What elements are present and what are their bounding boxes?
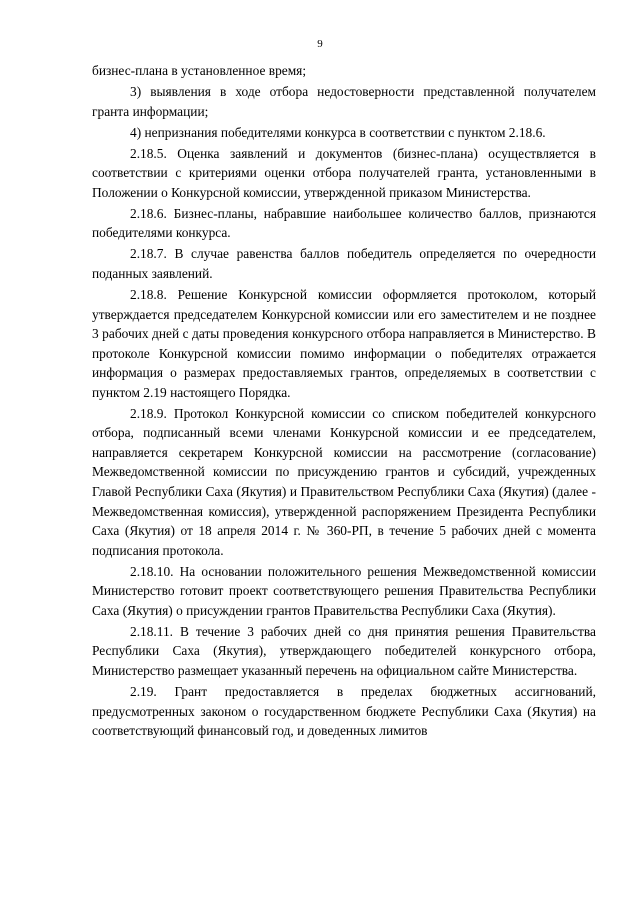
document-body bbox=[92, 61, 596, 742]
page-number: 9 bbox=[317, 38, 323, 50]
paragraph: 2.18.6. Бизнес-планы, набравшие наибольшее количество баллов, признаются победителями конкурса. bbox=[92, 205, 596, 241]
paragraph: 2.19. Грант предоставляется в пределах бюджетных ассигнований, предусмотренных законом о государственном бюджете Республики Саха (Якутия) на соответствующий финансовый год, и доведенных лимитов bbox=[92, 683, 596, 739]
paragraph: 3) выявления в ходе отбора недостоверности представленной получателем гранта информации; bbox=[92, 84, 596, 119]
paragraph: 2.18.11. В течение 3 рабочих дней со дня принятия решения Правительства Республики Саха (Якутия), утверждающего победителей конкурсного отбора, Министерство размещает указанный перечень на официальном сайте Министерства. bbox=[92, 623, 596, 678]
paragraph: 2.18.9. Протокол Конкурсной комиссии со списком победителей конкурсного отбора, подписанный всеми членами Конкурсной комиссии и ее председателем, направляется секретарем Конкурсной комиссии на рассмотрение (согласование) Межведомственной комиссии по присуждению грантов и субсидий, учрежденных Главой Республики Саха (Якутия) и Правительством Республики Саха (Якутия) (далее - Межведомственная комиссия), утвержденной распоряжением Президента Республики Саха (Якутия) от 18 апреля 2014 г. № 360-РП, в течение 5 рабочих дней с момента подписания протокола. bbox=[92, 405, 596, 558]
paragraph: 4) непризнания победителями конкурса в соответствии с пунктом 2.18.6. bbox=[130, 124, 546, 140]
paragraph: 2.18.10. На основании положительного решения Межведомственной комиссии Министерство готовит проект соответствующего решения Правительства Республики Саха (Якутия) о присуждении грантов Правительства Республики Саха (Якутия). bbox=[92, 563, 596, 618]
paragraph: 2.18.8. Решение Конкурсной комиссии оформляется протоколом, который утверждается председателем Конкурсной комиссии или его заместителем и не позднее 3 рабочих дней с даты проведения конкурсного отбора направляется в Министерство. В протоколе Конкурсной комиссии помимо информации о победителях отражается информация о размерах предоставляемых грантов, определяемых в соответствии с пунктом 2.19 настоящего Порядка. bbox=[92, 287, 596, 400]
paragraph: бизнес-плана в установленное время; bbox=[92, 63, 307, 78]
paragraph: 2.18.7. В случае равенства баллов победитель определяется по очередности поданных заявлений. bbox=[92, 246, 596, 281]
paragraph: 2.18.5. Оценка заявлений и документов (бизнес-плана) осуществляется в соответствии с критериями оценки отбора получателей гранта, установленными в Положении о Конкурсной комиссии, утвержденной приказом Министерства. bbox=[92, 145, 596, 200]
